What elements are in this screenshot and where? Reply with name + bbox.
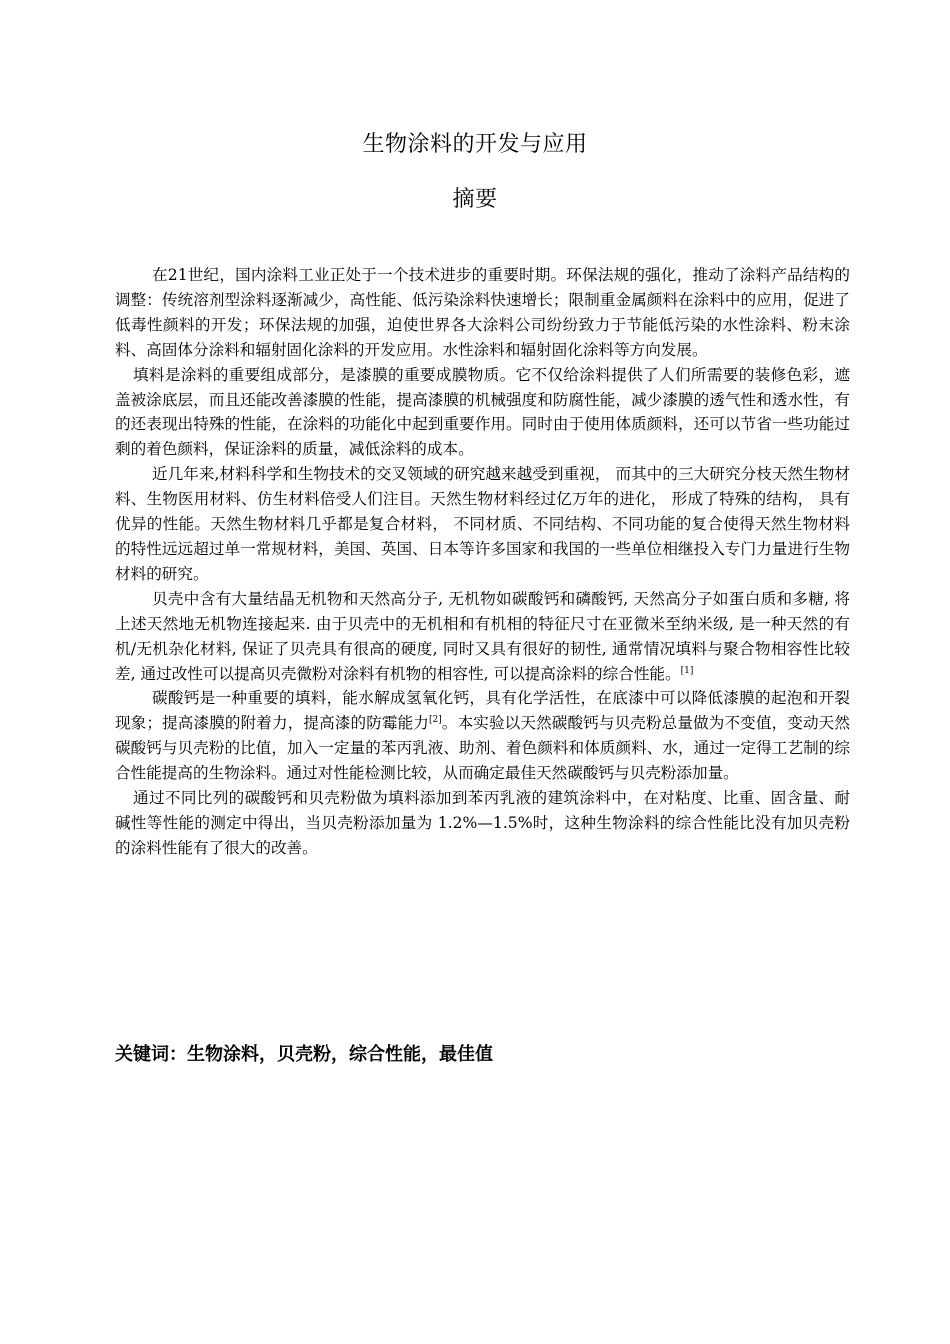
paragraph-text: 填料是涂料的重要组成部分，是漆膜的重要成膜物质。它不仅给涂料提供了人们所需要的装修色彩，遮盖被涂底层，而且还能改善漆膜的性能，提高漆膜的机械强度和防腐性能，减少漆膜的透气性和透水性，有的还表现出特殊的性能，在涂料的功能化中起到重要作用。同时由于使用体质颜料，还可以节省一些功能过剩的着色颜料，保证涂料的质量，减低涂料的成本。 [115, 365, 850, 459]
paragraph-text: 碳酸钙是一种重要的填料，能水解成氢氧化钙，具有化学活性，在底漆中可以降低漆膜的起泡和开裂现象；提高漆膜的附着力，提高漆的防霉能力 [115, 689, 850, 733]
paragraph-text: 近几年来,材料科学和生物技术的交叉领域的研究越来越受到重视， 而其中的三大研究分枝天然生物材料、生物医用材料、仿生材料倍受人们注目。天然生物材料经过亿万年的进化， 形成了特殊的结构， 具有优异的性能。天然生物材料几乎都是复合材料， 不同材质、不同结构、不同功能的复合使得天然生物材料的特性远远超过单一常规材料，美国、英国、日本等许多国家和我国的一些单位相继投入专门力量进行生物材料的研究。 [115, 465, 850, 583]
paragraph-text: 在21世纪，国内涂料工业正处于一个技术进步的重要时期。环保法规的强化，推动了涂料产品结构的调整：传统溶剂型涂料逐渐减少，高性能、低污染涂料快速增长；限制重金属颜料在涂料中的应用，促进了低毒性颜料的开发；环保法规的加强，迫使世界各大涂料公司纷纷致力于节能低污染的水性涂料、粉末涂料、高固体分涂料和辐射固化涂料的开发应用。水性涂料和辐射固化涂料等方向发展。 [115, 266, 850, 359]
abstract-paragraph-3 [115, 462, 850, 587]
abstract-paragraph-2 [115, 363, 850, 463]
abstract-body [115, 263, 850, 861]
keywords-line [115, 1042, 493, 1068]
paragraph-text-continued: 。本实验以天然碳酸钙与贝壳粉总量做为不变值，变动天然碳酸钙与贝壳粉的比值，加入一定量的苯丙乳液、助剂、着色颜料和体质颜料、水，通过一定得工艺制的综合性能提高的生物涂料。通过对性能检测比较，从而确定最佳天然碳酸钙与贝壳粉添加量。 [115, 714, 850, 783]
abstract-paragraph-5 [115, 686, 850, 786]
abstract-paragraph-6 [115, 786, 850, 861]
keywords-text: 生物涂料，贝壳粉，综合性能，最佳值 [187, 1044, 493, 1065]
keywords-label: 关键词： [115, 1044, 187, 1065]
document-title: 生物涂料的开发与应用 [362, 132, 588, 157]
paragraph-text: 通过不同比列的碳酸钙和贝壳粉做为填料添加到苯丙乳液的建筑涂料中，在对粘度、比重、固含量、耐碱性等性能的测定中得出，当贝壳粉添加量为 1.2%—1.5%时，这种生物涂料的综合性能比没有加贝壳粉的涂料性能有了很大的改善。 [115, 789, 850, 857]
abstract-paragraph-4 [115, 587, 850, 687]
citation-ref: [1] [680, 665, 694, 676]
citation-ref: [2] [429, 715, 442, 726]
abstract-paragraph-1 [115, 263, 850, 363]
paragraph-text: 贝壳中含有大量结晶无机物和天然高分子, 无机物如碳酸钙和磷酸钙, 天然高分子如蛋白质和多糖, 将上述天然地无机物连接起来. 由于贝壳中的无机相和有机相的特征尺寸在亚微米至纳米级, 是一种天然的有机/无机杂化材料, 保证了贝壳具有很高的硬度, 同时又具有很好的韧性, 通常情况填料与聚合物相容性比较差, 通过改性可以提高贝壳微粉对涂料有机物的相容性, 可以提高涂料的综合性能。 [115, 589, 850, 683]
abstract-heading: 摘要 [452, 187, 498, 212]
